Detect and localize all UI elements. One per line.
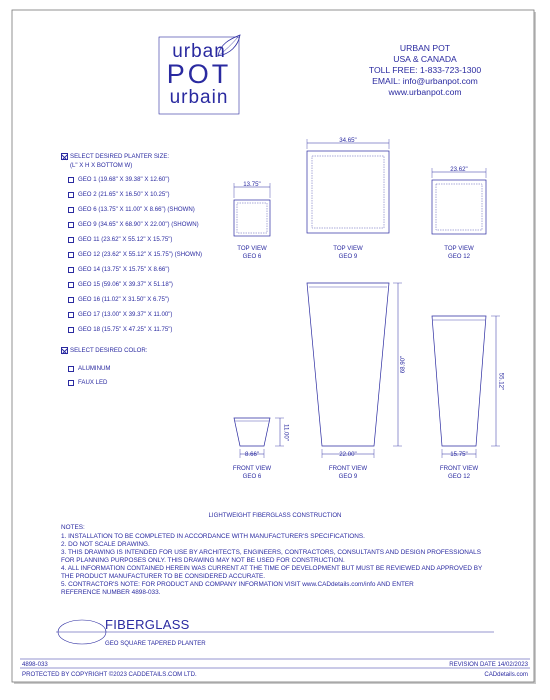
geo12-top-view-model: GEO 12 xyxy=(447,253,470,260)
color-section-heading: SELECT DESIRED COLOR: xyxy=(70,347,148,354)
geo6-top-view-label: TOP VIEW xyxy=(237,245,267,252)
geo6-bottom-dimension: 8.66" xyxy=(244,451,260,458)
size-option-geo17: GEO 17 (13.00" X 39.37" X 11.00") xyxy=(78,311,173,318)
construction-label: LIGHTWEIGHT FIBERGLASS CONSTRUCTION xyxy=(208,512,342,519)
geo9-bottom-dimension: 22.00" xyxy=(339,451,357,458)
copyright-notice: PROTECTED BY COPYRIGHT ©2023 CADDETAILS.COM LTD. xyxy=(22,671,197,678)
geo6-top-dimension: 13.75" xyxy=(243,181,261,188)
geo9-front-view-model: GEO 9 xyxy=(338,473,358,480)
notes-title: NOTES: xyxy=(61,524,85,531)
drawing-subtitle: GEO SQUARE TAPERED PLANTER xyxy=(105,640,206,647)
company-region: USA & CANADA xyxy=(393,54,457,64)
size-option-geo1: GEO 1 (19.68" X 39.38" X 12.60") xyxy=(78,176,170,183)
geo6-top-view-model: GEO 6 xyxy=(242,253,262,260)
geo9-top-view-model: GEO 9 xyxy=(338,253,358,260)
logo-line2: POT xyxy=(166,59,232,89)
size-option-geo16: GEO 16 (11.02" X 31.50" X 6.75") xyxy=(78,296,170,303)
size-section-heading: SELECT DESIRED PLANTER SIZE: xyxy=(70,153,170,160)
company-website: www.urbanpot.com xyxy=(388,87,462,97)
drawing-title: FIBERGLASS xyxy=(105,617,190,632)
geo14-checkbox[interactable] xyxy=(68,267,74,273)
logo-line3: urbain xyxy=(169,87,229,108)
note-line: 5. CONTRACTOR'S NOTE: FOR PRODUCT AND COMPANY INFORMATION VISIT www.CADdetails.com/info AND ENTER xyxy=(61,581,414,588)
note-line: 2. DO NOT SCALE DRAWING. xyxy=(61,541,150,548)
aluminum-checkbox[interactable] xyxy=(68,366,74,372)
size-option-geo18: GEO 18 (15.75" X 47.25" X 11.75") xyxy=(78,326,173,333)
note-line: REFERENCE NUMBER 4898-033. xyxy=(61,589,161,596)
geo6-front-view-label: FRONT VIEW xyxy=(232,465,272,472)
size-option-geo6: GEO 6 (13.75" X 11.00" X 8.66") (SHOWN) xyxy=(78,206,195,213)
geo9-front-view-label: FRONT VIEW xyxy=(328,465,368,472)
color-option-aluminum: ALUMINUM xyxy=(78,365,111,372)
note-line: 1. INSTALLATION TO BE COMPLETED IN ACCORDANCE WITH MANUFACTURER'S SPECIFICATIONS. xyxy=(61,533,365,540)
company-name: URBAN POT xyxy=(399,43,451,53)
geo12-top-view-label: TOP VIEW xyxy=(444,245,474,252)
note-line: FOR PLANNING PURPOSES ONLY. THIS DRAWING MAY NOT BE USED FOR CONSTRUCTION. xyxy=(61,557,345,564)
geo6-height-dimension: 11.00" xyxy=(282,424,290,441)
geo12-bottom-dimension: 15.75" xyxy=(450,451,468,458)
geo9-checkbox[interactable] xyxy=(68,222,74,228)
size-section-checkbox[interactable] xyxy=(61,153,68,160)
geo6-front-view-model: GEO 6 xyxy=(242,473,262,480)
geo2-checkbox[interactable] xyxy=(68,192,74,198)
size-option-geo11: GEO 11 (23.62" X 55.12" X 15.75") xyxy=(78,236,173,243)
geo16-checkbox[interactable] xyxy=(68,297,74,303)
geo15-checkbox[interactable] xyxy=(68,282,74,288)
note-line: 4. ALL INFORMATION CONTAINED HEREIN WAS CURRENT AT THE TIME OF DEVELOPMENT BUT MUST BE REVIEWED AND APPROVED BY xyxy=(61,565,483,572)
geo17-checkbox[interactable] xyxy=(68,312,74,318)
geo12-checkbox[interactable] xyxy=(68,252,74,258)
size-option-geo9: GEO 9 (34.65" X 68.90" X 22.00") (SHOWN) xyxy=(78,221,199,228)
geo12-front-view-model: GEO 12 xyxy=(447,473,470,480)
revision-date: REVISION DATE 14/02/2023 xyxy=(449,661,528,668)
reference-number: 4898-033 xyxy=(22,661,48,668)
color-section-checkbox[interactable] xyxy=(61,347,68,354)
geo1-checkbox[interactable] xyxy=(68,177,74,183)
geo12-top-dimension: 23.62" xyxy=(450,166,468,173)
size-option-geo14: GEO 14 (13.75" X 15.75" X 8.66") xyxy=(78,266,170,273)
size-section-subheading: (L" X H X BOTTOM W) xyxy=(70,162,133,169)
company-phone: TOLL FREE: 1-833-723-1300 xyxy=(368,65,482,75)
note-line: 3. THIS DRAWING IS INTENDED FOR USE BY ARCHITECTS, ENGINEERS, CONTRACTORS, CONSULTANTS AND DESIGN PROFESSIONALS xyxy=(61,549,481,556)
geo11-checkbox[interactable] xyxy=(68,237,74,243)
geo12-front-view-label: FRONT VIEW xyxy=(439,465,479,472)
faux-led-checkbox[interactable] xyxy=(68,380,74,386)
geo9-height-dimension: 68.90" xyxy=(399,355,407,374)
geo9-top-view-label: TOP VIEW xyxy=(333,245,363,252)
company-email: EMAIL: info@urbanpot.com xyxy=(372,76,478,86)
note-line: THE PRODUCT MANUFACTURER TO BE CONSIDERED ACCURATE. xyxy=(61,573,266,580)
geo12-height-dimension: 55.12" xyxy=(497,372,505,391)
caddetails-link[interactable]: CADdetails.com xyxy=(484,671,528,678)
size-option-geo12: GEO 12 (23.62" X 55.12" X 15.75") (SHOWN) xyxy=(78,251,203,258)
geo6-checkbox[interactable] xyxy=(68,207,74,213)
size-option-geo15: GEO 15 (59.06" X 39.37" X 51.18") xyxy=(78,281,173,288)
logo-line1: urban xyxy=(172,41,226,62)
size-option-geo2: GEO 2 (21.65" X 16.50" X 10.25") xyxy=(78,191,170,198)
geo9-top-dimension: 34.65" xyxy=(339,137,357,144)
color-option-faux-led: FAUX LED xyxy=(78,379,108,386)
geo18-checkbox[interactable] xyxy=(68,327,74,333)
